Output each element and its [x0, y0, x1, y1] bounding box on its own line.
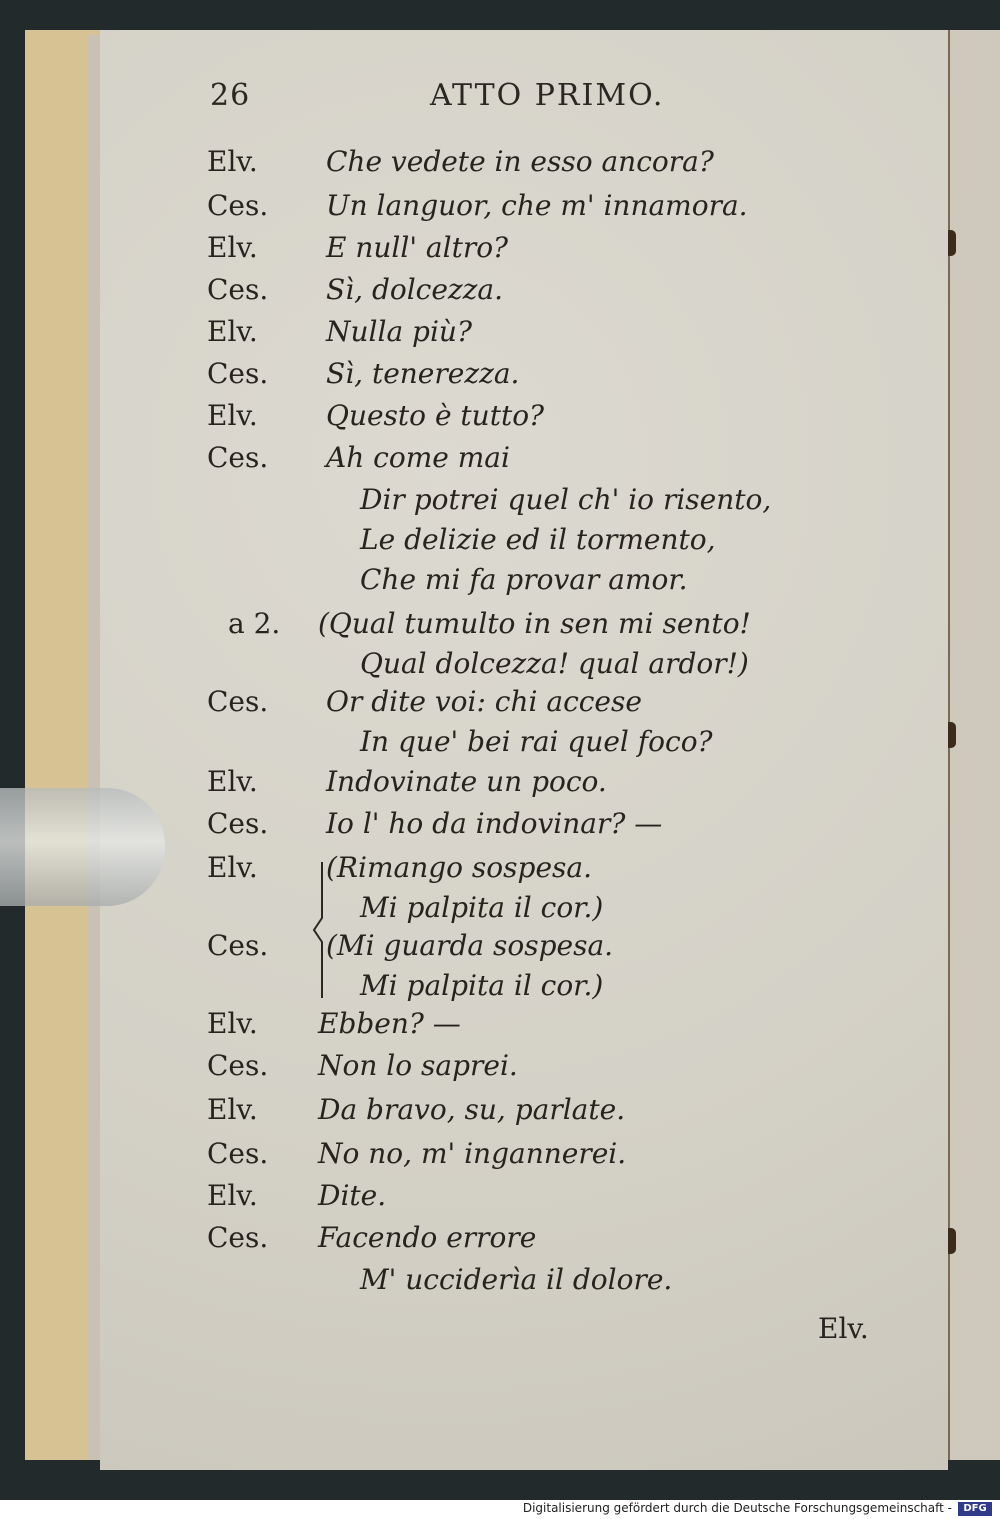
verse-line: Mi palpita il cor.)	[360, 969, 604, 1002]
speaker-label: Ces.	[207, 807, 269, 840]
verse-line: Or dite voi: chi accese	[326, 685, 642, 718]
speaker-label: Ces.	[207, 1221, 269, 1254]
verse-line: Sì, tenerezza.	[326, 357, 520, 390]
speaker-label: Elv.	[207, 1093, 258, 1126]
verse-line: (Qual tumulto in sen mi sento!	[318, 607, 751, 640]
speaker-label: Elv.	[207, 145, 258, 178]
verse-line: (Rimango sospesa.	[326, 851, 592, 884]
verse-line: Mi palpita il cor.)	[360, 891, 604, 924]
speaker-label: a 2.	[228, 607, 281, 640]
speaker-label: Ces.	[207, 441, 269, 474]
speaker-label: Ces.	[207, 273, 269, 306]
verse-line: Non lo saprei.	[318, 1049, 518, 1082]
running-title: ATTO PRIMO.	[430, 78, 665, 113]
verse-line: Che mi fa provar amor.	[360, 563, 688, 596]
verse-line: Indovinate un poco.	[326, 765, 607, 798]
speaker-label: Elv.	[207, 399, 258, 432]
speaker-label: Elv.	[207, 1179, 258, 1212]
verse-line: Sì, dolcezza.	[326, 273, 504, 306]
verse-line: E null' altro?	[326, 231, 509, 264]
speaker-label: Ces.	[207, 1137, 269, 1170]
page-clip	[0, 788, 165, 906]
verse-line: Io l' ho da indovinar? —	[326, 807, 663, 840]
verse-line: Qual dolcezza! qual ardor!)	[360, 647, 749, 680]
verse-line: Le delizie ed il tormento,	[360, 523, 716, 556]
verse-line: Un languor, che m' innamora.	[326, 189, 748, 222]
verse-line: Dite.	[318, 1179, 387, 1212]
speaker-label: Ces.	[207, 1049, 269, 1082]
catchword: Elv.	[818, 1312, 869, 1345]
verse-line: In que' bei rai quel foco?	[360, 725, 713, 758]
verse-line: Questo è tutto?	[326, 399, 545, 432]
speaker-label: Elv.	[207, 231, 258, 264]
speaker-label: Elv.	[207, 315, 258, 348]
speaker-label: Elv.	[207, 1007, 258, 1040]
verse-line: Dir potrei quel ch' io risento,	[360, 483, 772, 516]
verse-line: Facendo errore	[318, 1221, 537, 1254]
speaker-label: Elv.	[207, 851, 258, 884]
digitization-footer	[0, 1500, 1000, 1519]
curly-brace-icon	[308, 860, 330, 1000]
speaker-label: Ces.	[207, 189, 269, 222]
speaker-label: Elv.	[207, 765, 258, 798]
speaker-label: Ces.	[207, 685, 269, 718]
verse-line: Che vedete in esso ancora?	[326, 145, 714, 178]
speaker-label: Ces.	[207, 357, 269, 390]
verse-line: No no, m' ingannerei.	[318, 1137, 627, 1170]
verse-line: Ebben? —	[318, 1007, 461, 1040]
verse-line: M' ucciderìa il dolore.	[360, 1263, 673, 1296]
page-number: 26	[210, 78, 251, 113]
speaker-label: Ces.	[207, 929, 269, 962]
verse-line: Nulla più?	[326, 315, 472, 348]
dfg-logo-icon: DFG	[958, 1502, 992, 1516]
verse-line: (Mi guarda sospesa.	[326, 929, 614, 962]
verse-line: Ah come mai	[326, 441, 510, 474]
verse-line: Da bravo, su, parlate.	[318, 1093, 626, 1126]
footer-credit: Digitalisierung gefördert durch die Deutsche Forschungsgemeinschaft -	[522, 1501, 952, 1515]
